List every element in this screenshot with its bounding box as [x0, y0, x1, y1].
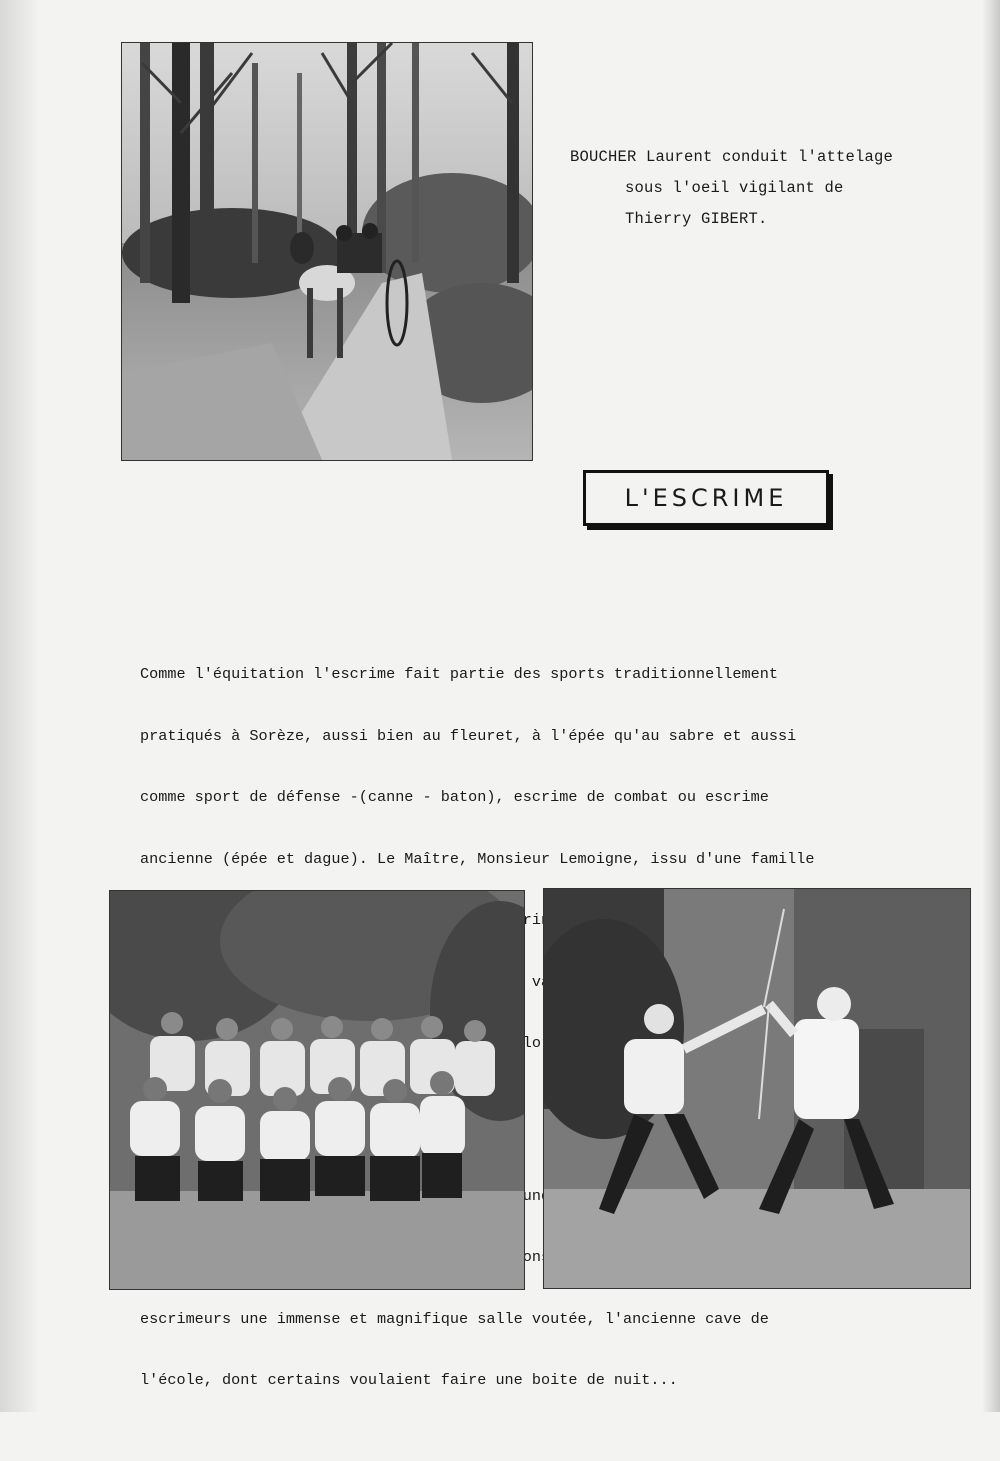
paragraph-2-line: l'école, dont certains voulaient faire une boite de nuit... [140, 1371, 678, 1389]
page-gutter-shadow [0, 0, 40, 1412]
paragraph-1-line: Comme l'équitation l'escrime fait partie des sports traditionnellement [140, 665, 778, 683]
paragraph-2-line: lundi [513, 1186, 560, 1205]
paragraph-2-line: escrimeurs une immense et magnifique salle voutée, l'ancienne cave de [140, 1309, 769, 1328]
caption-line-2: sous l'oeil vigilant de [625, 179, 844, 197]
paragraph-1-line: Marine [504, 911, 560, 929]
caption-line-3: Thierry GIBERT. [625, 210, 768, 228]
fencing-team-photo [109, 890, 525, 1290]
fencing-duel-photo [543, 888, 971, 1289]
section-title-box [583, 470, 829, 526]
page-edge [982, 0, 1000, 1412]
carriage-caption [565, 142, 965, 235]
carriage-photo [121, 42, 533, 461]
caption-line-1: BOUCHER Laurent conduit l'attelage [570, 148, 894, 166]
paragraph-1-line: ancienne (épée et dague). Le Maître, Monsieur Lemoigne, issu d'une famille [140, 849, 815, 868]
paragraph-1-line: pratiqués à Sorèze, aussi bien au fleuret, à l'épée qu'au sabre et aussi [140, 726, 797, 745]
paragraph-1-line: comme sport de défense -(canne - baton), escrime de combat ou escrime [140, 788, 769, 806]
section-title: L'ESCRIME [624, 484, 788, 512]
